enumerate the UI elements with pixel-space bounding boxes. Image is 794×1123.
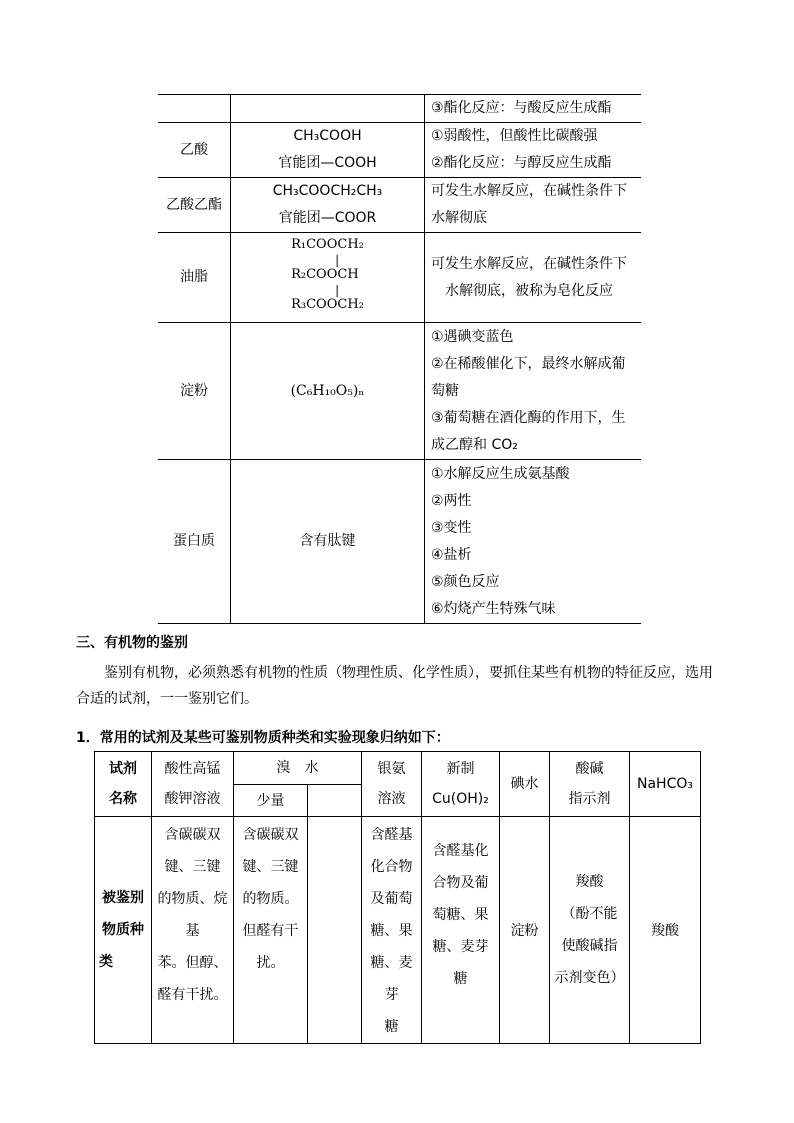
- property-line: ③葡萄糖在酒化酶的作用下，生: [431, 409, 626, 426]
- row-structure: [231, 233, 425, 323]
- row-properties: [425, 233, 642, 323]
- row-structure: [231, 460, 425, 624]
- row-properties: [425, 178, 642, 233]
- header-line: 酸钾溶液: [164, 791, 221, 807]
- header-reagent-name: [95, 752, 152, 817]
- cell-line: 键、三键: [164, 859, 221, 875]
- section-heading: 三、有机物的鉴别: [76, 635, 188, 651]
- property-line: 萄糖: [431, 382, 459, 399]
- cell-line: 糖: [384, 1019, 399, 1035]
- row-name: 蛋白质: [158, 460, 231, 624]
- cell-line: 糖、果: [370, 923, 413, 939]
- cuoh-cell: [422, 817, 500, 1044]
- bromine-cell: [234, 817, 308, 1044]
- cell-line: 示剂变色）: [554, 970, 625, 986]
- header-bromine: 溴 水: [234, 752, 362, 785]
- cell-line: 扰。: [256, 955, 285, 971]
- property-line: ③变性: [431, 519, 472, 536]
- cell-line: （酚不能: [561, 906, 618, 922]
- structure-line: CH₃COOCH₂CH₃: [272, 183, 383, 199]
- row-structure: [231, 123, 425, 178]
- header-line: 新制: [446, 761, 475, 777]
- header-kmno4: [152, 752, 234, 817]
- header-line: 酸碱: [575, 761, 604, 777]
- property-line: 可发生水解反应，在碱性条件下: [431, 183, 627, 199]
- property-line: ②酯化反应：与醇反应生成酯: [431, 155, 612, 171]
- cell-line: 含醛基: [370, 827, 413, 843]
- nahco3-cell: 羧酸: [630, 817, 701, 1044]
- row-label: [95, 817, 152, 1044]
- cell-line: 羧酸: [575, 874, 604, 890]
- row-structure: [231, 95, 425, 123]
- cell-line: 苯。但醇、: [157, 955, 228, 971]
- header-line: 试剂: [109, 761, 137, 777]
- header-silver-ammonia: [362, 752, 422, 817]
- cell-line: 含醛基化: [432, 843, 489, 859]
- row-structure: [231, 323, 425, 460]
- bond-line: |: [335, 253, 340, 267]
- header-line: 名称: [109, 791, 137, 807]
- property-line: ①水解反应生成氨基酸: [431, 465, 570, 482]
- row-properties: [425, 460, 642, 624]
- cell-line: 使酸碱指: [561, 938, 618, 954]
- structure-line: R₃COOCH₂: [291, 297, 364, 312]
- cell-line: 键、三键: [242, 859, 299, 875]
- structure-line: 含有肽键: [299, 533, 356, 549]
- property-line: 水解彻底，被称为皂化反应: [445, 282, 613, 299]
- row-properties: [425, 95, 642, 123]
- kmno4-cell: [152, 817, 234, 1044]
- row-name: 油脂: [158, 233, 231, 323]
- bromine-empty-cell: [308, 817, 362, 1044]
- cell-line: 含碳碳双: [242, 827, 299, 843]
- cell-line: 化合物: [370, 859, 413, 875]
- header-line: Cu(OH)₂: [432, 791, 489, 807]
- header-line: 酸性高锰: [164, 761, 221, 777]
- cell-line: 但醛有干: [242, 923, 299, 939]
- row-properties: [425, 323, 642, 460]
- section-paragraph: 鉴别有机物，必须熟悉有机物的性质（物理性质、化学性质），要抓住某些有机物的特征反应，选用合适的试剂，一一鉴别它们。: [76, 665, 713, 707]
- property-line: ③酯化反应：与酸反应生成酯: [431, 100, 612, 116]
- properties-table: [158, 94, 641, 624]
- cell-line: 及葡萄: [370, 891, 413, 907]
- indicator-cell: [550, 817, 630, 1044]
- label-line: 物质种: [102, 922, 144, 938]
- header-iodine: 碘水: [500, 752, 550, 817]
- property-line: 成乙醇和 CO₂: [431, 436, 518, 453]
- cell-line: 的物质、烷基: [157, 891, 228, 939]
- property-line: 水解彻底: [431, 210, 487, 226]
- property-line: ⑤颜色反应: [431, 573, 500, 590]
- cell-line: 含碳碳双: [164, 827, 221, 843]
- property-line: 可发生水解反应，在碱性条件下: [431, 255, 627, 272]
- header-line: 溶液: [377, 791, 406, 807]
- label-line: 类: [99, 954, 113, 970]
- header-bromine-empty: [308, 785, 362, 817]
- row-name: 乙酸: [158, 123, 231, 178]
- oil-structure: [291, 237, 364, 313]
- structure-line: (C₆H₁₀O₅)ₙ: [290, 382, 365, 399]
- structure-line: R₁COOCH₂: [291, 237, 364, 252]
- row-name: 乙酸乙酯: [158, 178, 231, 233]
- property-line: ④盐析: [431, 546, 472, 563]
- row-structure: [231, 178, 425, 233]
- cell-line: 醛有干扰。: [157, 987, 228, 1003]
- iodine-cell: 淀粉: [500, 817, 550, 1044]
- row-properties: [425, 123, 642, 178]
- header-line: 银氨: [377, 761, 406, 777]
- cell-line: 糖、麦芽: [432, 939, 489, 955]
- property-line: ⑥灼烧产生特殊气味: [431, 600, 556, 617]
- sub-heading: 1．常用的试剂及某些可鉴别物质种类和实验现象归纳如下：: [76, 730, 450, 746]
- row-name: 淀粉: [158, 323, 231, 460]
- header-cuoh2: [422, 752, 500, 817]
- cell-line: 糖、麦芽: [370, 955, 413, 1003]
- cell-line: 合物及葡: [432, 875, 489, 891]
- label-line: 被鉴别: [102, 890, 144, 906]
- cell-line: 的物质。: [242, 891, 299, 907]
- structure-line: 官能团—COOR: [278, 210, 377, 226]
- cell-line: 萄糖、果: [432, 907, 489, 923]
- structure-line: R₂COOCH: [291, 267, 359, 282]
- header-line: 指示剂: [568, 791, 611, 807]
- reagent-table: [94, 751, 701, 1044]
- header-bromine-small: 少量: [234, 785, 308, 817]
- structure-line: 官能团—COOH: [278, 155, 377, 171]
- structure-line: CH₃COOH: [293, 128, 362, 144]
- header-nahco3: NaHCO₃: [630, 752, 701, 817]
- header-indicator: [550, 752, 630, 817]
- property-line: ①遇碘变蓝色: [431, 328, 514, 345]
- silver-cell: [362, 817, 422, 1044]
- property-line: ②在稀酸催化下，最终水解成葡: [431, 355, 626, 372]
- property-line: ②两性: [431, 492, 472, 509]
- cell-line: 糖: [453, 971, 468, 987]
- bond-line: |: [335, 283, 340, 297]
- property-line: ①弱酸性，但酸性比碳酸强: [431, 128, 598, 144]
- row-name: [158, 95, 231, 123]
